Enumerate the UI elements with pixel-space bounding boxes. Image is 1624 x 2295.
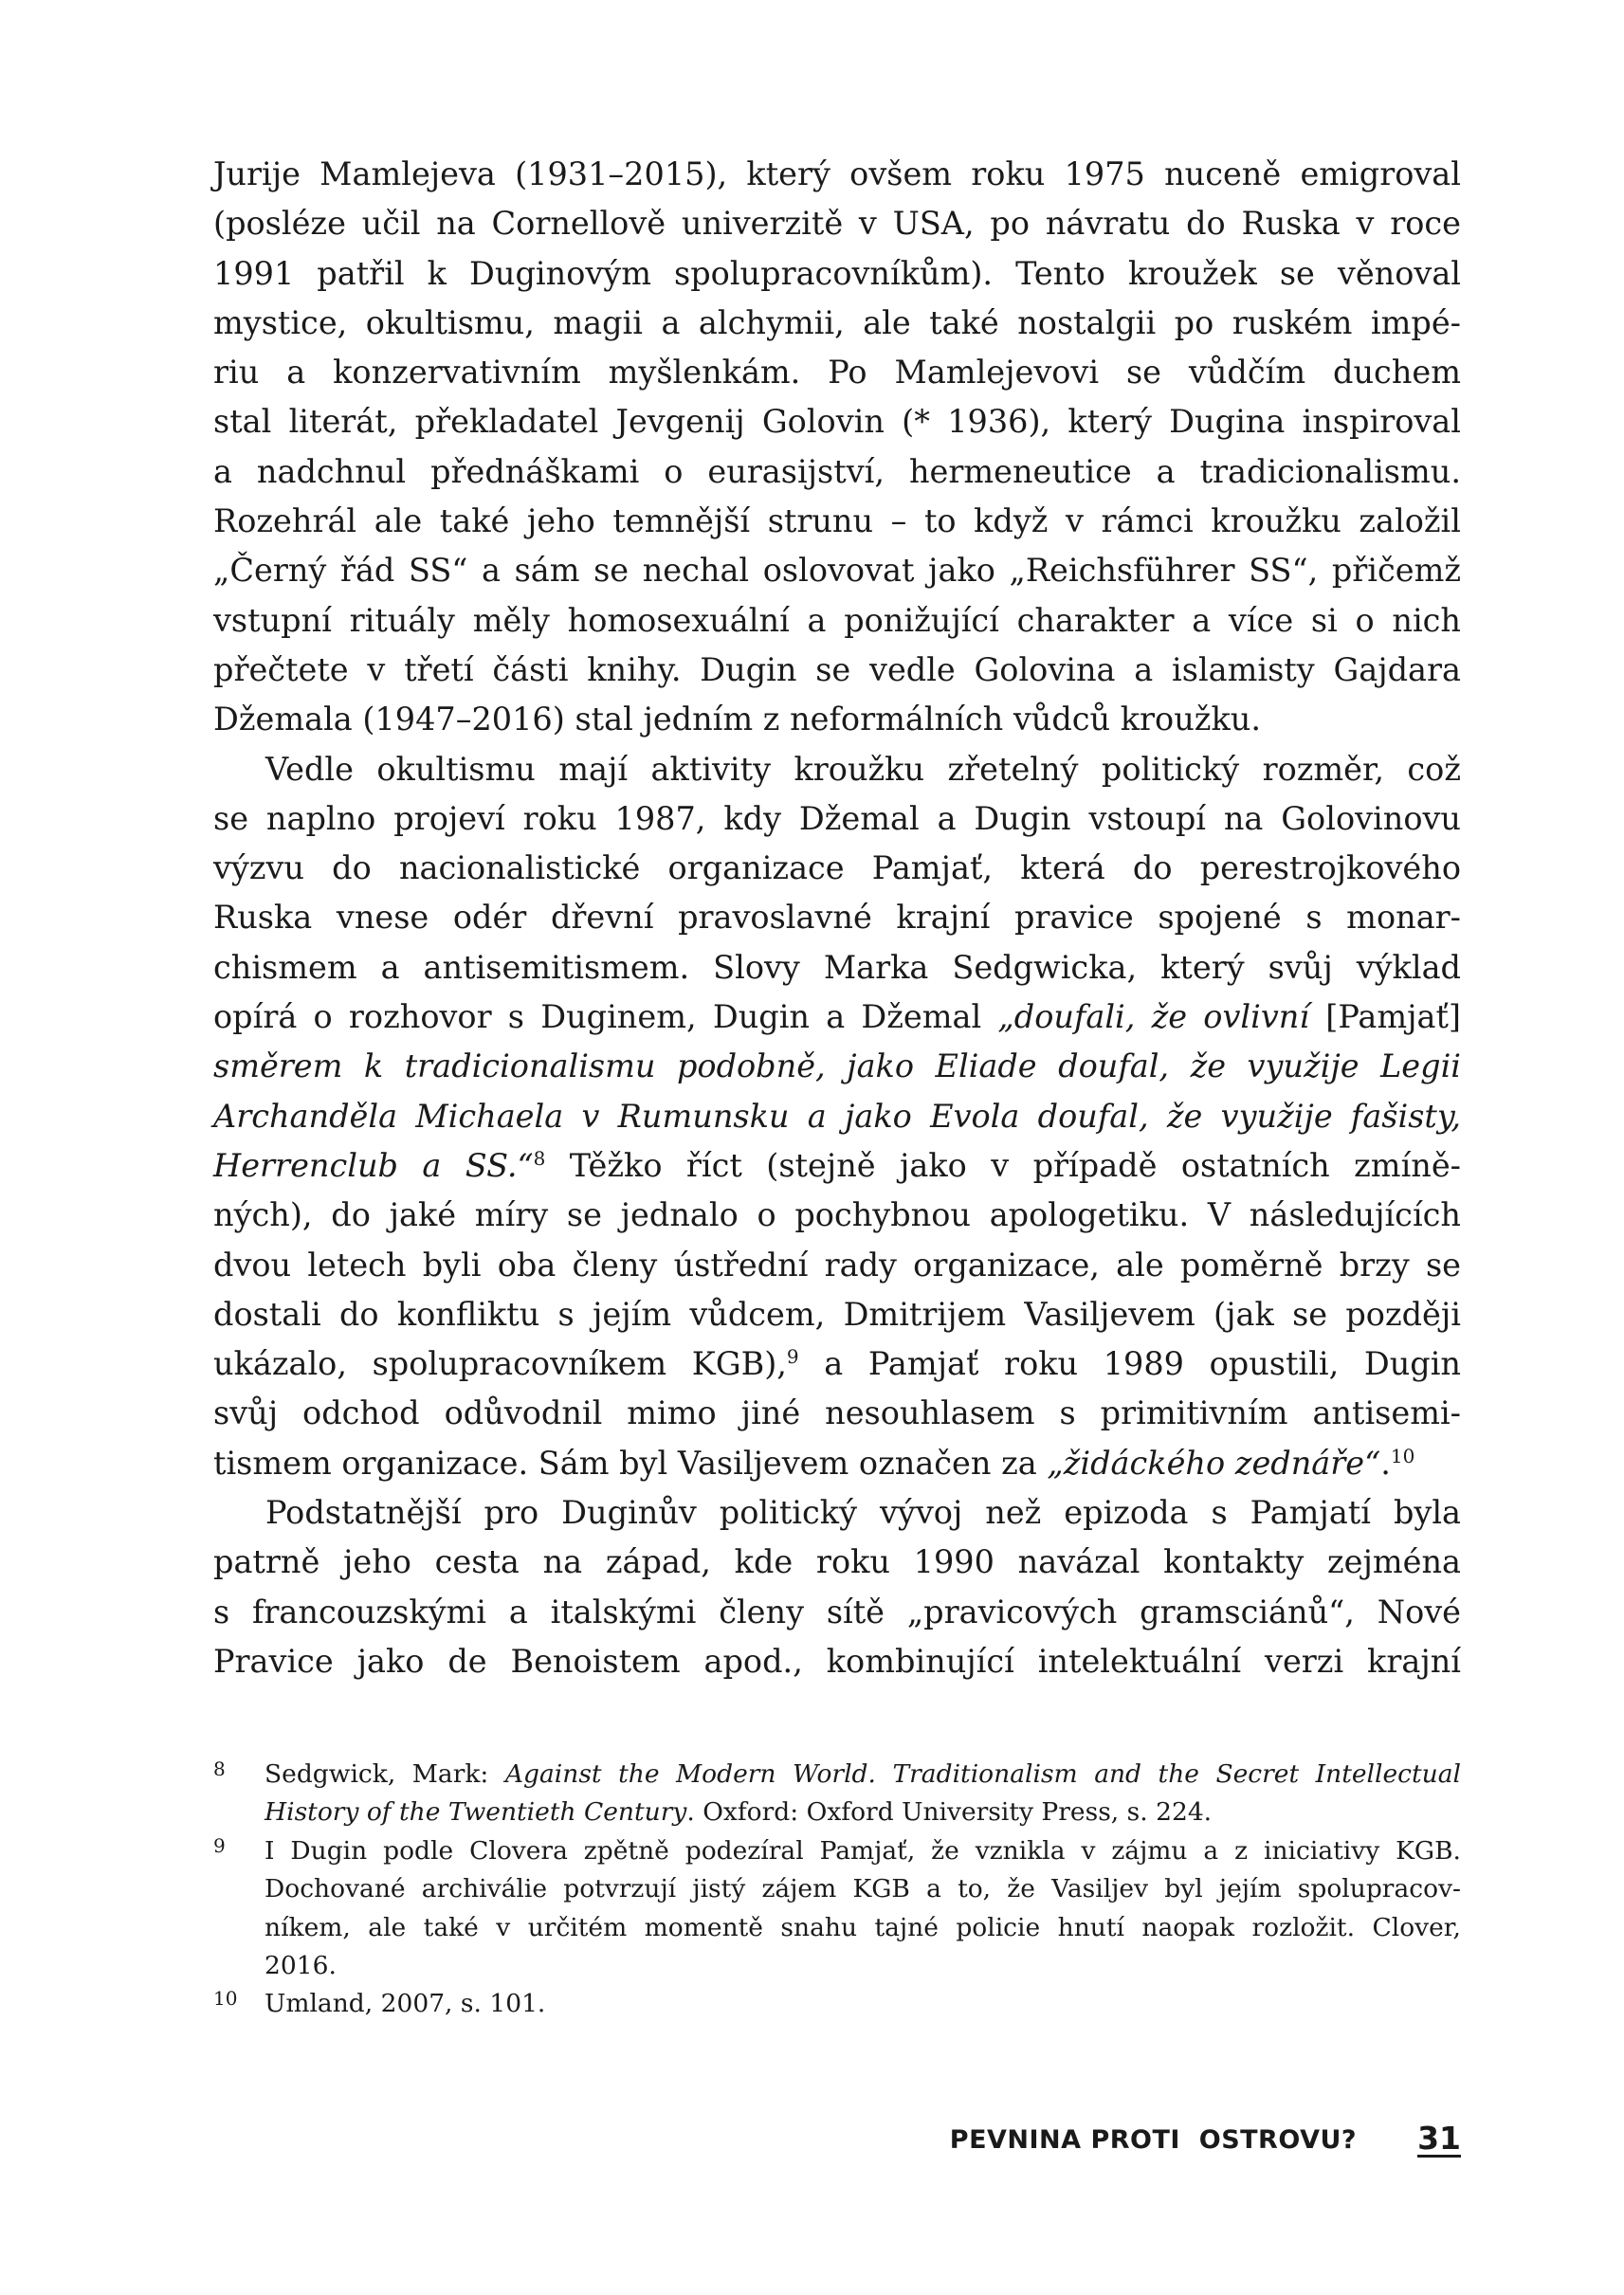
- text-line: Ruska vnese odér dřevní pravoslavné krajní pravice spojené s monar-: [213, 899, 1461, 937]
- footnote-10: [213, 1985, 1461, 2023]
- paragraph-start-line: Vedle okultismu mají aktivity kroužku zřetelný politický rozměr, což: [265, 750, 1461, 788]
- footnotes: [213, 1756, 1461, 2024]
- text-line: dvou letech byli oba členy ústřední rady organizace, ale poměrně brzy se: [213, 1246, 1461, 1284]
- footnote-number: 8: [213, 1758, 226, 1780]
- text-line: mystice, okultismu, magii a alchymii, ale také nostalgii po ruském impé-: [213, 303, 1461, 341]
- footnote-line: Dochované archiválie potvrzují jistý zájem KGB a to, že Vasiljev byl jejím spolupracov-: [265, 1874, 1461, 1904]
- running-title: PEVNINA PROTI OSTROVU?: [949, 2125, 1358, 2155]
- main-text: [213, 150, 1461, 1686]
- quote-italic: Archanděla Michaela v Rumunsku a jako Evola doufal, že využije fašisty,: [213, 1097, 1461, 1135]
- footnote-number: 9: [213, 1833, 226, 1857]
- text-line: (posléze učil na Cornellově univerzitě v USA, po návratu do Ruska v roce: [213, 205, 1461, 243]
- quote-italic: „doufali, že ovlivní: [997, 998, 1310, 1036]
- text-line: přečtete v třetí části knihy. Dugin se vedle Golovina a islamisty Gajdara: [213, 650, 1461, 688]
- footnote-9: [213, 1832, 1461, 1986]
- text-line: [213, 1042, 1461, 1091]
- text-line: s francouzskými a italskými členy sítě „pravicových gramsciánů“, Nové: [213, 1593, 1461, 1630]
- footnote-line: 2016.: [265, 1950, 337, 1980]
- text-line: dostali do konfliktu s jejím vůdcem, Dmitrijem Vasiljevem (jak se později: [213, 1295, 1461, 1333]
- text-line: opírá o rozhovor s Duginem, Dugin a Džemal „doufali, že ovlivní [Pamjať]: [213, 998, 1461, 1036]
- text-line: [213, 1092, 1461, 1141]
- footnote-ref-9: 9: [786, 1344, 799, 1368]
- text-line: ukázalo, spolupracovníkem KGB),$^9$ a Pamjať roku 1989 opustili, Dugin: [213, 1344, 1462, 1383]
- page-number: 31: [1417, 2120, 1461, 2157]
- text-line: chismem a antisemitismem. Slovy Marka Sedgwicka, který svůj výklad: [213, 948, 1461, 986]
- footnote-ref-8: 8: [533, 1146, 546, 1170]
- text-line: tismem organizace. Sám byl Vasiljevem označen za „židáckého zednáře“.$^{10}$: [213, 1444, 1415, 1482]
- text-line: Jurije Mamlejeva (1931–2015), který ovšem roku 1975 nuceně emigroval: [213, 155, 1461, 192]
- text-line: Pravice jako de Benoistem apod., kombinující intelektuální verzi krajní: [213, 1642, 1461, 1680]
- footnote-line: Umland, 2007, s. 101.: [265, 1989, 546, 2019]
- text-line: vstupní rituály měly homosexuální a ponižující charakter a více si o nich: [213, 601, 1461, 639]
- text-line: a nadchnul přednáškami o eurasijství, hermeneutice a tradicionalismu.: [213, 452, 1461, 490]
- text-line: 1991 patřil k Duginovým spolupracovníkům). Tento kroužek se věnoval: [213, 254, 1461, 292]
- footnote-number: 10: [213, 1987, 238, 2011]
- footnote-8: [213, 1756, 1461, 1832]
- text-line: Rozehrál ale také jeho temnější strunu – to když v rámci kroužku založil: [213, 502, 1461, 540]
- footnote-line: níkem, ale také v určitém momentě snahu tajné policie hnutí naopak rozložit. Clover,: [265, 1912, 1461, 1942]
- text-line: Herrenclub a SS.“$^8$ Těžko říct (stejně jako v případě ostatních zmíně-: [213, 1146, 1462, 1184]
- paragraph-start-line: Podstatnější pro Duginův politický vývoj než epizoda s Pamjatí byla: [265, 1494, 1461, 1532]
- quote-italic: směrem k tradicionalismu podobně, jako Eliade doufal, že využije Legii: [213, 1047, 1461, 1085]
- text-line: stal literát, překladatel Jevgenij Golovin (* 1936), který Dugina inspiroval: [213, 403, 1461, 441]
- text-line: se naplno projeví roku 1987, kdy Džemal a Dugin vstoupí na Golovinovu: [213, 799, 1461, 837]
- footnote-line: History of the Twentieth Century. Oxford: Oxford University Press, s. 224.: [265, 1797, 1213, 1828]
- running-footer: [949, 2120, 1461, 2158]
- text-line: svůj odchod odůvodnil mimo jiné nesouhlasem s primitivním antisemi-: [213, 1394, 1461, 1432]
- footnote-line: Sedgwick, Mark: Against the Modern World. Traditionalism and the Secret Intellectual: [265, 1759, 1461, 1789]
- text-line: patrně jeho cesta na západ, kde roku 1990 navázal kontakty zejména: [213, 1543, 1461, 1581]
- text-line: ných), do jaké míry se jednalo o pochybnou apologetiku. V následujících: [213, 1196, 1461, 1234]
- footnote-ref-10: 10: [1390, 1444, 1415, 1467]
- text-line: „Černý řád SS“ a sám se nechal oslovovat jako „Reichsführer SS“, přičemž: [213, 552, 1461, 590]
- quote-italic: Herrenclub a SS.“: [213, 1146, 534, 1184]
- quote-italic: „židáckého zednáře“: [1047, 1444, 1381, 1482]
- text-line: riu a konzervativním myšlenkám. Po Mamlejevovi se vůdčím duchem: [213, 354, 1461, 392]
- text-line: Džemala (1947–2016) stal jedním z neformálních vůdců kroužku.: [213, 701, 1261, 738]
- text-line: výzvu do nacionalistické organizace Pamjať, která do perestrojkového: [213, 849, 1461, 887]
- footnote-line: I Dugin podle Clovera zpětně podezíral Pamjať, že vznikla v zájmu a z iniciativy KGB.: [265, 1835, 1461, 1866]
